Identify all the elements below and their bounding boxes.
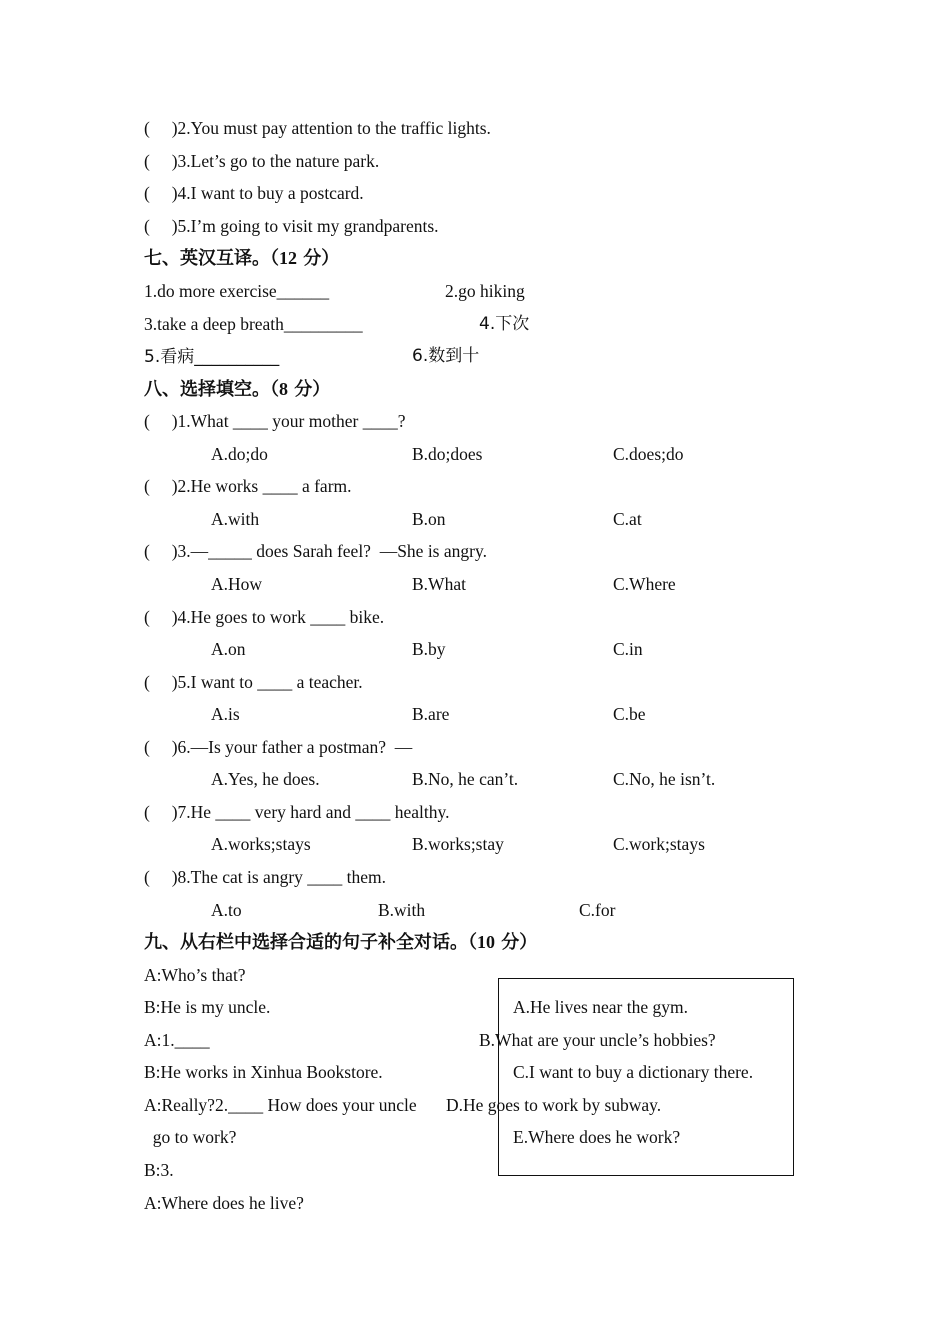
s8-q6-option-a: A.Yes, he does.: [211, 769, 320, 789]
s8-q5-stem: ( )5.I want to ____ a teacher.: [144, 672, 363, 692]
s8-q6-option-b: B.No, he can’t.: [412, 769, 519, 789]
dialogue-line-4: B:He works in Xinhua Bookstore.: [144, 1062, 383, 1082]
s8-q3-option-b: B.What: [412, 574, 466, 594]
dialogue-line-6: go to work?: [144, 1127, 237, 1147]
s8-q3-option-a: A.How: [211, 574, 263, 594]
s8-q4-stem: ( )4.He goes to work ____ bike.: [144, 607, 385, 627]
s8-q2-option-c: C.at: [613, 509, 642, 529]
s6-item-5: ( )5.I’m going to visit my grandparents.: [144, 216, 439, 236]
s7-item-6: 6.数到十: [412, 346, 480, 366]
s8-q1-option-c: C.does;do: [613, 444, 684, 464]
section9-heading: 九、从右栏中选择合适的句子补全对话。（10 分）: [144, 932, 538, 953]
s8-q7-option-c: C.work;stays: [613, 834, 705, 854]
s8-q5-option-a: A.is: [211, 704, 240, 724]
s8-q1-option-a: A.do;do: [211, 444, 268, 464]
s8-q2-option-b: B.on: [412, 509, 446, 529]
dialogue-line-2: B:He is my uncle.: [144, 997, 271, 1017]
dialogue-line-7: B:3.: [144, 1160, 174, 1180]
s8-q1-stem: ( )1.What ____ your mother ____?: [144, 411, 406, 431]
s8-q8-stem: ( )8.The cat is angry ____ them.: [144, 867, 387, 887]
s7-item-4: 4.下次: [479, 314, 530, 334]
dialogue-line-3: A:1.____: [144, 1030, 210, 1050]
box-option-b: B.What are your uncle’s hobbies?: [479, 1030, 716, 1050]
s8-q5-option-c: C.be: [613, 704, 646, 724]
s8-q4-option-b: B.by: [412, 639, 446, 659]
box-option-e: E.Where does he work?: [513, 1127, 681, 1147]
s7-item-3: 3.take a deep breath_________: [144, 314, 363, 334]
s8-q8-option-c: C.for: [579, 900, 616, 920]
section7-heading: 七、英汉互译。（12 分）: [144, 248, 340, 269]
s6-item-4: ( )4.I want to buy a postcard.: [144, 183, 364, 203]
s8-q8-option-b: B.with: [378, 900, 426, 920]
s6-item-2: ( )2.You must pay attention to the traffic lights.: [144, 118, 491, 138]
box-option-d: D.He goes to work by subway.: [446, 1095, 662, 1115]
s6-item-3: ( )3.Let’s go to the nature park.: [144, 151, 380, 171]
s8-q7-option-b: B.works;stay: [412, 834, 504, 854]
s8-q6-stem: ( )6.—Is your father a postman? —: [144, 737, 413, 757]
dialogue-line-5: A:Really?2.____ How does your uncle: [144, 1095, 417, 1115]
s7-item-1: 1.do more exercise______: [144, 281, 330, 301]
section8-heading: 八、选择填空。（8 分）: [144, 379, 331, 400]
s8-q7-option-a: A.works;stays: [211, 834, 311, 854]
box-option-a: A.He lives near the gym.: [513, 997, 688, 1017]
dialogue-line-1: A:Who’s that?: [144, 965, 246, 985]
s8-q2-stem: ( )2.He works ____ a farm.: [144, 476, 352, 496]
s8-q5-option-b: B.are: [412, 704, 450, 724]
s8-q1-option-b: B.do;does: [412, 444, 483, 464]
s8-q7-stem: ( )7.He ____ very hard and ____ healthy.: [144, 802, 450, 822]
s8-q6-option-c: C.No, he isn’t.: [613, 769, 716, 789]
s7-item-2: 2.go hiking: [445, 281, 525, 301]
box-option-c: C.I want to buy a dictionary there.: [513, 1062, 754, 1082]
s8-q3-option-c: C.Where: [613, 574, 676, 594]
s8-q8-option-a: A.to: [211, 900, 242, 920]
s7-item-5: 5.看病__________: [144, 347, 280, 367]
s8-q4-option-a: A.on: [211, 639, 246, 659]
s8-q4-option-c: C.in: [613, 639, 643, 659]
s8-q2-option-a: A.with: [211, 509, 260, 529]
s8-q3-stem: ( )3.—_____ does Sarah feel? —She is angry.: [144, 541, 487, 561]
dialogue-line-8: A:Where does he live?: [144, 1193, 304, 1213]
